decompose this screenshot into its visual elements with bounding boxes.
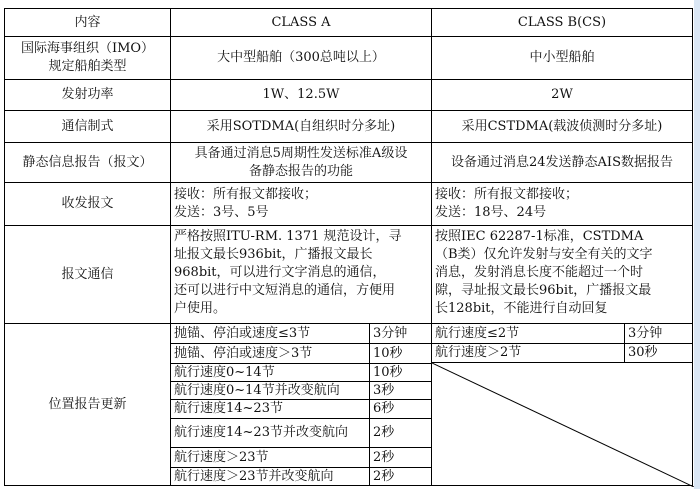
- class-a-msgcomm[interactable]: 严格按照ITU-RM. 1371 规范设计，寻 址报文最长936bit，广播报文最长 968bit，可以进行文字消息的通信， 还可以进行中文短消息的通信，方便用 户使用。: [170, 225, 432, 324]
- class-b-pos-interval[interactable]: 3分钟: [624, 323, 693, 344]
- label-txrx[interactable]: 收发报文: [4, 182, 171, 226]
- class-b-msgcomm[interactable]: 按照IEC 62287-1标准，CSTDMA （B类）仅允许发射与安全有关的文字 消息，发射消息长度不能超过一个时 隙，寻址报文最长96bit，广播报文最 长128bit，不能进行自动回复: [431, 225, 693, 324]
- class-a-pos-interval[interactable]: 3分钟: [369, 323, 432, 344]
- label-imo-type[interactable]: 国际海事组织（IMO） 规定船舶类型: [4, 36, 171, 80]
- scroll-edge: [694, 0, 700, 489]
- class-a-pos-cond[interactable]: 航行速度14~23节并改变航向: [170, 418, 370, 448]
- diagonal-line: [432, 363, 694, 487]
- class-a-pos-interval[interactable]: 6秒: [369, 399, 432, 419]
- header-class-b[interactable]: CLASS B(CS): [431, 8, 693, 37]
- class-a-pos-interval[interactable]: 10秒: [369, 343, 432, 364]
- label-position[interactable]: 位置报告更新: [4, 323, 171, 486]
- label-msgcomm[interactable]: 报文通信: [4, 225, 171, 324]
- label-comm[interactable]: 通信制式: [4, 110, 171, 143]
- class-a-pos-cond[interactable]: 航行速度0~14节: [170, 363, 370, 382]
- class-a-pos-interval[interactable]: 2秒: [369, 467, 432, 486]
- class-b-power[interactable]: 2W: [431, 79, 693, 111]
- class-a-pos-interval[interactable]: 3秒: [369, 381, 432, 400]
- empty-diagonal-cell[interactable]: [431, 362, 693, 486]
- class-a-txrx[interactable]: 接收：所有报文都接收； 发送：3号、5号: [170, 182, 432, 226]
- class-a-pos-cond[interactable]: 航行速度＞23节并改变航向: [170, 467, 370, 486]
- class-a-pos-cond[interactable]: 抛锚、停泊或速度≤3节: [170, 323, 370, 344]
- class-b-pos-cond[interactable]: 航行速度＞2节: [431, 343, 625, 363]
- class-b-static[interactable]: 设备通过消息24发送静态AIS数据报告: [431, 142, 693, 183]
- class-a-imo-type[interactable]: 大中型船舶（300总吨以上）: [170, 36, 432, 80]
- header-content[interactable]: 内容: [4, 8, 171, 37]
- class-a-pos-interval[interactable]: 2秒: [369, 447, 432, 468]
- class-a-pos-interval[interactable]: 2秒: [369, 418, 432, 448]
- label-power[interactable]: 发射功率: [4, 79, 171, 111]
- header-class-a[interactable]: CLASS A: [170, 8, 432, 37]
- class-a-static[interactable]: 具备通过消息5周期性发送标准A级设 备静态报告的功能: [170, 142, 432, 183]
- class-a-pos-cond[interactable]: 航行速度0~14节并改变航向: [170, 381, 370, 400]
- class-a-pos-interval[interactable]: 10秒: [369, 363, 432, 382]
- class-b-pos-interval[interactable]: 30秒: [624, 343, 693, 363]
- class-b-imo-type[interactable]: 中小型船舶: [431, 36, 693, 80]
- class-a-comm[interactable]: 采用SOTDMA(自组织时分多址): [170, 110, 432, 143]
- class-b-comm[interactable]: 采用CSTDMA(载波侦测时分多址): [431, 110, 693, 143]
- class-b-txrx[interactable]: 接收：所有报文都接收； 发送：18号、24号: [431, 182, 693, 226]
- class-a-pos-cond[interactable]: 抛锚、停泊或速度＞3节: [170, 343, 370, 364]
- label-static[interactable]: 静态信息报告（报文）: [4, 142, 171, 183]
- class-b-pos-cond[interactable]: 航行速度≤2节: [431, 323, 625, 344]
- class-a-pos-cond[interactable]: 航行速度14~23节: [170, 399, 370, 419]
- class-a-power[interactable]: 1W、12.5W: [170, 79, 432, 111]
- class-a-pos-cond[interactable]: 航行速度＞23节: [170, 447, 370, 468]
